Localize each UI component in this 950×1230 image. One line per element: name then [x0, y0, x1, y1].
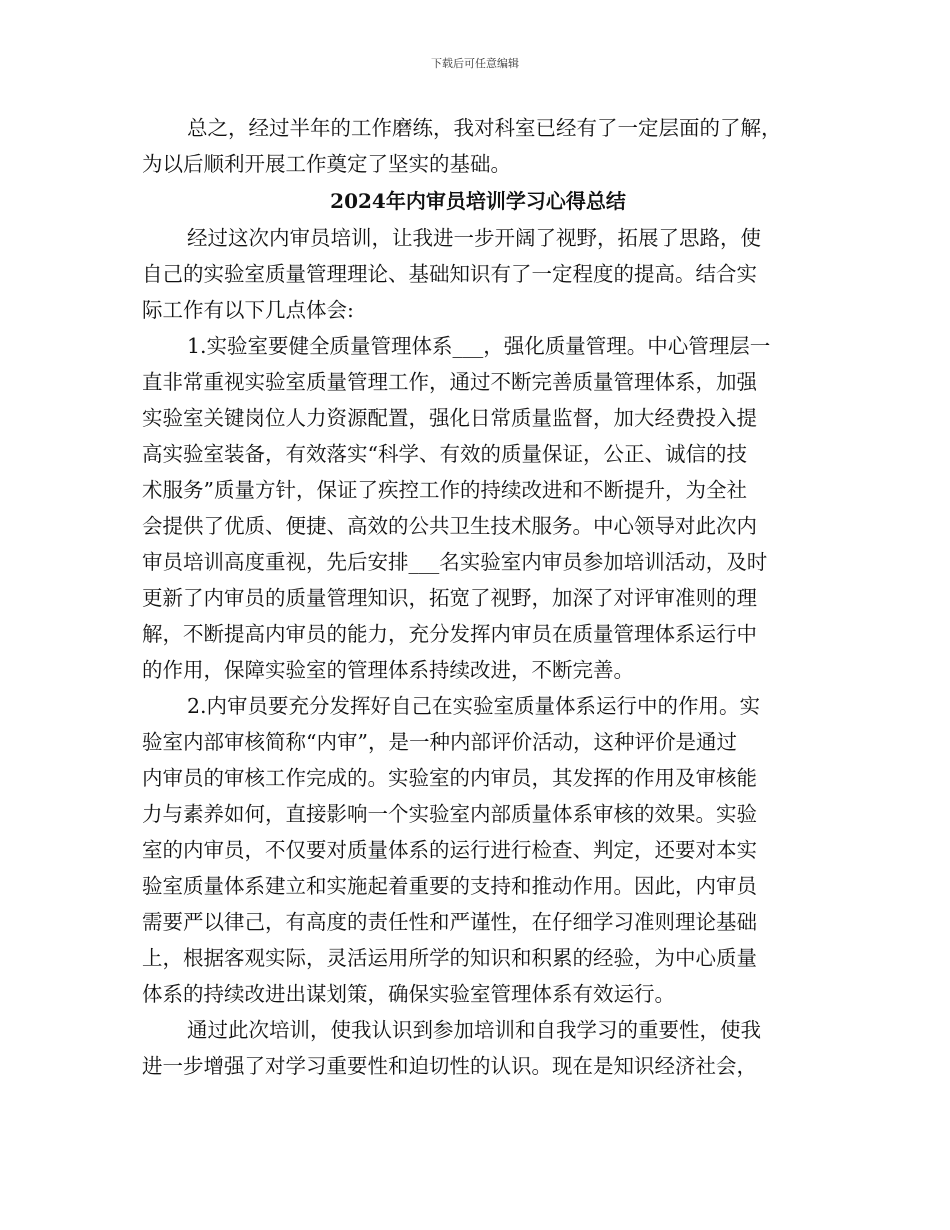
paragraph-line: 体系的持续改进出谋划策，确保实验室管理体系有效运行。 [142, 982, 675, 1006]
paragraph-line: 力与素养如何，直接影响一个实验室内部质量体系审核的效果。实验 [142, 802, 757, 826]
paragraph-line: 验室质量体系建立和实施起着重要的支持和推动作用。因此，内审员 [142, 874, 757, 898]
paragraph-line: 进一步增强了对学习重要性和迫切性的认识。现在是知识经济社会， [142, 1054, 757, 1078]
paragraph-line: 内审员的审核工作完成的。实验室的内审员，其发挥的作用及审核能 [142, 766, 757, 790]
paragraph-line: 上，根据客观实际，灵活运用所学的知识和积累的经验，为中心质量 [142, 946, 757, 970]
paragraph-point-1 [142, 328, 814, 688]
paragraph-line: 实验室关键岗位人力资源配置，强化日常质量监督，加大经费投入提 [142, 406, 757, 430]
paragraph-line: 验室内部审核简称“内审”，是一种内部评价活动，这种评价是通过 [142, 730, 737, 754]
paragraph-point-2 [142, 688, 814, 1012]
paragraph-line: 2.内审员要充分发挥好自己在实验室质量体系运行中的作用。实 [187, 694, 761, 718]
paragraph-line: 自己的实验室质量管理理论、基础知识有了一定程度的提高。结合实 [142, 262, 757, 286]
page-header: 下载后可任意编辑 [431, 57, 519, 70]
paragraph-intro [142, 220, 814, 328]
paragraph-line: 需要严以律己，有高度的责任性和严谨性，在仔细学习准则理论基础 [142, 910, 757, 934]
section-title: 2024年内审员培训学习心得总结 [330, 189, 626, 213]
paragraph-line: 术服务”质量方针，保证了疾控工作的持续改进和不断提升，为全社 [142, 478, 747, 502]
paragraph-conclusion [142, 1012, 814, 1084]
paragraph-line: 1.实验室要健全质量管理体系___，强化质量管理。中心管理层一 [187, 334, 771, 358]
paragraph-line: 际工作有以下几点体会: [142, 298, 354, 322]
paragraph-line: 高实验室装备，有效落实“科学、有效的质量保证，公正、诚信的技 [142, 442, 747, 466]
paragraph-line: 室的内审员，不仅要对质量体系的运行进行检查、判定，还要对本实 [142, 838, 757, 862]
intro-line: 总之，经过半年的工作磨练，我对科室已经有了一定层面的了解， [187, 116, 782, 140]
paragraph-line: 的作用，保障实验室的管理体系持续改进，不断完善。 [142, 658, 634, 682]
intro-line: 为以后顺利开展工作奠定了坚实的基础。 [142, 152, 511, 176]
paragraph-line: 会提供了优质、便捷、高效的公共卫生技术服务。中心领导对此次内 [142, 514, 757, 538]
paragraph-line: 解，不断提高内审员的能力，充分发挥内审员在质量管理体系运行中 [142, 622, 757, 646]
paragraph-line: 更新了内审员的质量管理知识，拓宽了视野，加深了对评审准则的理 [142, 586, 757, 610]
paragraph-line: 审员培训高度重视，先后安排___名实验室内审员参加培训活动，及时 [142, 550, 768, 574]
paragraph-line: 经过这次内审员培训，让我进一步开阔了视野，拓展了思路，使 [187, 226, 761, 250]
document-body [142, 110, 814, 1084]
paragraph-line: 通过此次培训，使我认识到参加培训和自我学习的重要性，使我 [187, 1018, 761, 1042]
paragraph-line: 直非常重视实验室质量管理工作，通过不断完善质量管理体系，加强 [142, 370, 757, 394]
